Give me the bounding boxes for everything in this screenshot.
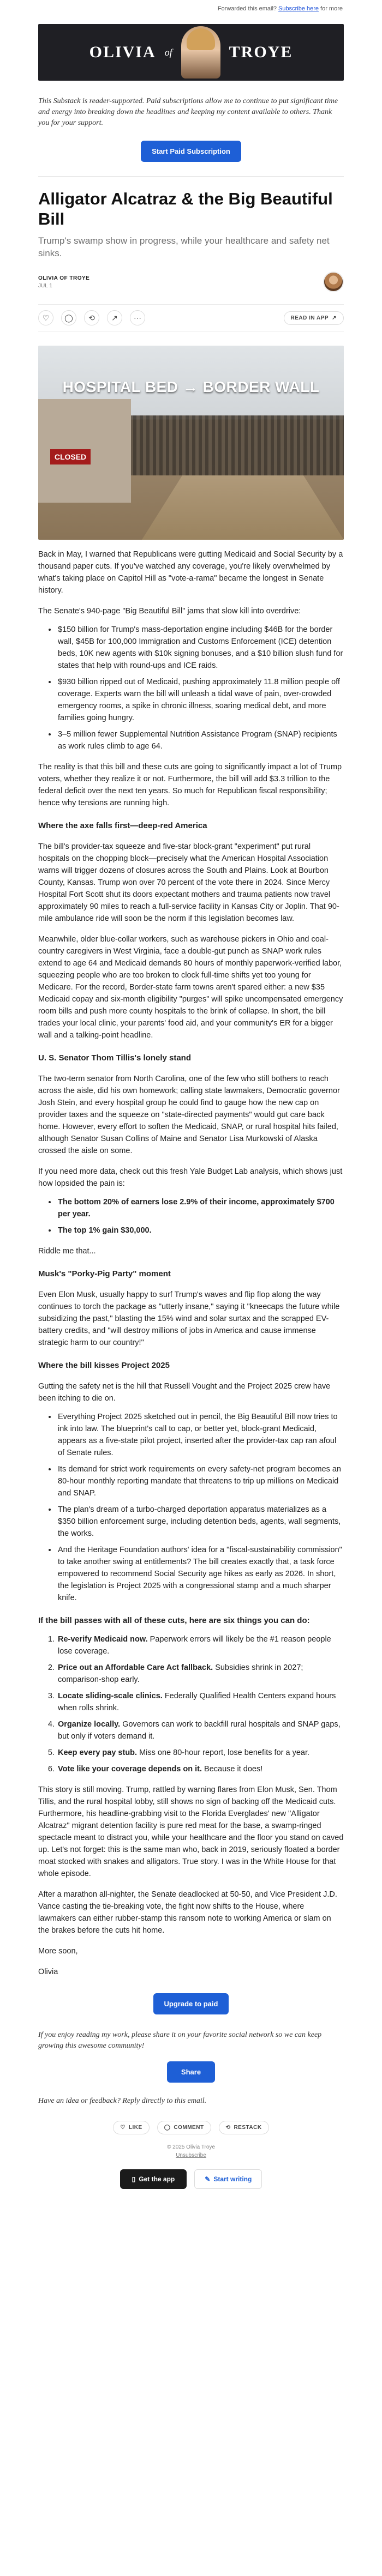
item-text: Subsidies shrink in 2027; comparison-shop early.: [58, 1663, 303, 1684]
unsubscribe-link[interactable]: Unsubscribe: [176, 2152, 206, 2158]
support-message: This Substack is reader-supported. Paid subscriptions allow me to continue to put significant time and energy into breaking down the headlines and keeping my content available to others. Thank you for your support.: [38, 97, 338, 127]
forwarded-text: Forwarded this email?: [217, 5, 277, 12]
list-item: [57, 1690, 344, 1714]
paragraph-11: This story is still moving. Trump, rattled by warning flares from Elon Musk, Sen. Thom Tillis, and the rural hospital lobby, still shows no sign of backing off the Medicaid cuts. Furthermore, his headline-grabbing visit to the Florida Everglades' new "Alligator Alcatraz" migrant detention facility is pure red meat for the base, a swamp-ringed spectacle meant to distract you, while your healthcare and the floor you stand on caved up. Let's not forget: this is the same man who, back in 2019, seriously floated a border moat stocked with snakes and alligators. True story. I was in the White House for that whole episode.: [38, 1785, 344, 1878]
author-avatar[interactable]: [323, 272, 344, 292]
list-item: • $150 billion for Trump's mass-deportation engine including $46B for the border wall, $45B for 100,000 Immigration and Customs Enforcement (ICE) detention beds, 10K new agents with $10k signing bonuses, and a $10 billion slush fund for states that help with round-ups and ICE raids.: [57, 624, 344, 672]
list-item: • The plan's dream of a turbo-charged deportation apparatus materializes as a $350 billion enforcement surge, including detention beds, agents, wall segments, the works.: [57, 1504, 344, 1540]
hero-image[interactable]: [38, 346, 344, 540]
item-text: Paperwork errors will likely be the #1 reason people lose coverage.: [58, 1635, 331, 1656]
banner-word-of: of: [164, 46, 172, 58]
paragraph-7: If you need more data, check out this fresh Yale Budget Lab analysis, which shows just how lopsided the pain is:: [38, 1167, 343, 1188]
paragraph-4: The bill's provider-tax squeeze and five-star block-grant "experiment" put rural hospitals on the chopping block—precisely what the American Hospital Association warns will trigger dozens of closures across the South and Plains. Look at Bourbon County, Kansas. Trump won over 70 percent of the vote there in 2024. Since Mercy Hospital Fort Scott shut its doors expectant mothers and trauma patients now travel approximately 90 miles to reach a full-service facility in Kansas City or Joplin. That 90-mile ambulance ride will soon be the norm if this legislation becomes law.: [38, 842, 339, 923]
feedback-text: Have an idea or feedback? Reply directly to this email.: [38, 2097, 207, 2105]
footer-comment-button[interactable]: [157, 2121, 211, 2134]
section-heading-axe: Where the axe falls first—deep-red America: [38, 821, 207, 830]
divider: [38, 176, 344, 177]
upgrade-to-paid-button[interactable]: Upgrade to paid: [153, 1993, 229, 2014]
paragraph-6: The two-term senator from North Carolina, one of the few who still bothers to reach across the aisle, did his own homework; calling state lawmakers, Democratic governor Josh Stein, and every hospital group he could find to gauge how the new cap on provider taxes and the squeeze on "state-directed payments" would gut care back home. However, every effort to soften the Medicaid, SNAP, or rural hospital hits failed, although Senator Susan Collins of Maine and Senator Lisa Murkowski of Alaska crossed the aisle on some.: [38, 1075, 340, 1155]
section-heading-project-2025: Where the bill kisses Project 2025: [38, 1361, 170, 1370]
list-item: • 3–5 million fewer Supplemental Nutrition Assistance Program (SNAP) recipients as work rules climb to age 64.: [57, 728, 344, 752]
post-date: JUL 1: [38, 282, 52, 289]
item-bold: Re-verify Medicaid now.: [58, 1635, 148, 1644]
paragraph-2: The Senate's 940-page "Big Beautiful Bill" jams that slow kill into overdrive:: [38, 607, 301, 616]
article-body: [38, 548, 344, 1978]
read-in-app-button[interactable]: [284, 311, 344, 325]
phone-icon: ▯: [132, 2175, 136, 2183]
paragraph-3: The reality is that this bill and these cuts are going to significantly impact a lot of Trump voters, whether they realize it or not. Furthermore, the bill will add $3.3 trillion to the federal deficit over the next ten years. So much for Republican fiscal responsibility; hence why tensions are running high.: [38, 763, 342, 807]
list-item: [57, 1718, 344, 1742]
list-item: • And the Heritage Foundation authors' idea for a "fiscal-sustainability commission" to take another swing at entitlements? The bill creates exactly that, a task force empowered to recommend Social Security age hikes as early as 2026. In short, the legislation is Project 2025 with a congressional stamp and a much sharper knife.: [57, 1544, 344, 1604]
section-heading-six-things: If the bill passes with all of these cuts, here are six things you can do:: [38, 1616, 310, 1625]
forwarded-bar: [0, 0, 382, 17]
item-text: Because it does!: [202, 1765, 263, 1773]
start-writing-label: Start writing: [213, 2175, 252, 2183]
list-item: [57, 1662, 344, 1686]
app-buttons: [38, 2169, 344, 2189]
share-icon[interactable]: ↗: [107, 310, 122, 325]
paragraph-9: Even Elon Musk, usually happy to surf Trump's waves and flip flop along the way continues to torch the package as "utterly insane," saying it "kneecaps the future while subsidizing the past," blasting the 15% wind and solar surtax and the scrapped EV-battery credits, and "will destroy millions of jobs in America and cause immense strategic harm to our country!": [38, 1290, 340, 1347]
finding-top-1: The top 1% gain $30,000.: [58, 1226, 152, 1235]
restack-icon: ⟲: [225, 2125, 231, 2131]
share-button[interactable]: Share: [167, 2061, 215, 2083]
external-link-icon: ↗: [332, 315, 337, 321]
pen-icon: ✎: [205, 2175, 211, 2183]
byline: [38, 272, 344, 292]
footer-actions: [38, 2121, 344, 2134]
item-bold: Keep every pay stub.: [58, 1748, 138, 1757]
comment-icon: ◯: [164, 2125, 171, 2131]
start-writing-button[interactable]: [194, 2169, 262, 2189]
list-item: • Its demand for strict work requirements on every safety-net program becomes an 80-hour monthly reporting mandate that threatens to trip up millions on Medicaid and SNAP.: [57, 1463, 344, 1499]
hero-caption: HOSPITAL BED → BORDER WALL: [62, 378, 320, 395]
item-text: Governors can work to backfill rural hospitals and SNAP gaps, but only if voters demand it.: [58, 1720, 341, 1741]
list-item: • Everything Project 2025 sketched out in pencil, the Big Beautiful Bill now tries to ink into law. The blueprint's call to cap, or better yet, block-grant Medicaid, appears as a five-state pilot project, inserted after the provider-tax cap ran afoul of Senate rules.: [57, 1411, 344, 1459]
list-item: [57, 1763, 344, 1775]
section-heading-tillis: U. S. Senator Thom Tillis's lonely stand: [38, 1053, 192, 1063]
item-text: Miss one 80-hour report, lose benefits for a year.: [137, 1748, 310, 1757]
content-column: [38, 24, 344, 2189]
post-title[interactable]: Alligator Alcatraz & the Big Beautiful Bill: [38, 189, 333, 228]
copyright: © 2025 Olivia Troye: [167, 2144, 215, 2150]
list-item: [57, 1633, 344, 1657]
footer-like-button[interactable]: [113, 2121, 149, 2134]
get-the-app-label: Get the app: [139, 2175, 175, 2183]
heart-icon: ♡: [120, 2125, 126, 2131]
heart-icon[interactable]: ♡: [38, 310, 53, 325]
restack-icon[interactable]: ⟲: [84, 310, 99, 325]
list-item: [57, 1224, 344, 1236]
section-heading-musk: Musk's "Porky-Pig Party" moment: [38, 1269, 171, 1278]
paragraph-13: More soon,: [38, 1947, 78, 1956]
start-paid-subscription-button[interactable]: Start Paid Subscription: [141, 141, 241, 162]
finding-bottom-20: The bottom 20% of earners lose 2.9% of their income, approximately $700 per year.: [58, 1198, 335, 1218]
read-in-app-label: READ IN APP: [290, 315, 329, 321]
subscribe-link[interactable]: Subscribe here: [278, 5, 319, 12]
post-actions-bar: [38, 304, 344, 331]
bill-provisions-list: [38, 624, 344, 752]
yale-findings-list: [38, 1196, 344, 1236]
item-text: Federally Qualified Health Centers expand hours when rolls shrink.: [58, 1692, 336, 1712]
publication-banner[interactable]: [38, 24, 344, 81]
get-the-app-button[interactable]: [120, 2169, 187, 2189]
list-item: • $930 billion ripped out of Medicaid, pushing approximately 11.8 million people off coverage. Experts warn the bill will unleash a tidal wave of pain, over-crowded emergency rooms, a spike in chronic illness, soaring medical debt, and more families going hungry.: [57, 676, 344, 724]
closed-sign: CLOSED: [50, 449, 91, 464]
comment-icon[interactable]: ◯: [61, 310, 76, 325]
share-promo-text: If you enjoy reading my work, please share it on your favorite social network so we can keep growing this awesome community!: [38, 2031, 322, 2050]
more-icon[interactable]: ⋯: [130, 310, 145, 325]
hospital-building-graphic: [38, 399, 131, 503]
paragraph-12: After a marathon all-nighter, the Senate deadlocked at 50-50, and Vice President J.D. Vance casting the tie-breaking vote, the fight now shifts to the House, where lawmakers can either rubber-stamp this ransom note to working America or slam on the brakes before the cuts hit home.: [38, 1890, 337, 1935]
item-bold: Price out an Affordable Care Act fallback.: [58, 1663, 213, 1672]
list-item: [57, 1196, 344, 1220]
paragraph-1: Back in May, I warned that Republicans were gutting Medicaid and Social Security by a thousand paper cuts. If you've watched any coverage, you're likely overwhelmed by what's taking place on Capitol Hill as "vote-a-rama" became the longest in Senate history.: [38, 550, 343, 595]
paragraph-8: Riddle me that...: [38, 1247, 96, 1256]
item-bold: Vote like your coverage depends on it.: [58, 1765, 202, 1773]
footer-comment-label: COMMENT: [174, 2125, 204, 2131]
author-name[interactable]: OLIVIA OF TROYE: [38, 275, 90, 281]
banner-word-left: OLIVIA: [89, 43, 156, 61]
project-2025-list: [38, 1411, 344, 1604]
paragraph-10: Gutting the safety net is the hill that Russell Vought and the Project 2025 crew have been itching to die on.: [38, 1382, 331, 1403]
banner-portrait: [181, 26, 220, 79]
post-subtitle: Trump's swamp show in progress, while your healthcare and safety net sinks.: [38, 236, 330, 258]
footer-restack-button[interactable]: [219, 2121, 269, 2134]
item-bold: Organize locally.: [58, 1720, 121, 1729]
footer-like-label: LIKE: [128, 2125, 142, 2131]
item-bold: Locate sliding-scale clinics.: [58, 1692, 163, 1700]
forwarded-post-text: for more: [320, 5, 343, 12]
road-graphic: [142, 475, 344, 540]
banner-word-right: TROYE: [229, 43, 293, 61]
list-item: [57, 1747, 344, 1759]
footer-restack-label: RESTACK: [234, 2125, 262, 2131]
six-things-list: [38, 1633, 344, 1775]
signature: Olivia: [38, 1968, 58, 1976]
paragraph-5: Meanwhile, older blue-collar workers, such as warehouse pickers in Ohio and coal-country caregivers in West Virginia, face a double-gut punch as SNAP work rules extend to age 64 and Medicaid demands 80 hours of monthly paperwork-verified labor, squeezing people who are too broken to clock full-time shifts yet too young for Medicare. For the record, Border-state farm towns aren't spared either: a new $35 Medicaid copay and six-month eligibility "purges" will spike uncompensated emergency room bills and push more county hospitals to the brink of collapse. In short, the bill trades your local clinic, your parents' food aid, and your community's ER for a bigger wall and a talking-point headline.: [38, 935, 343, 1040]
